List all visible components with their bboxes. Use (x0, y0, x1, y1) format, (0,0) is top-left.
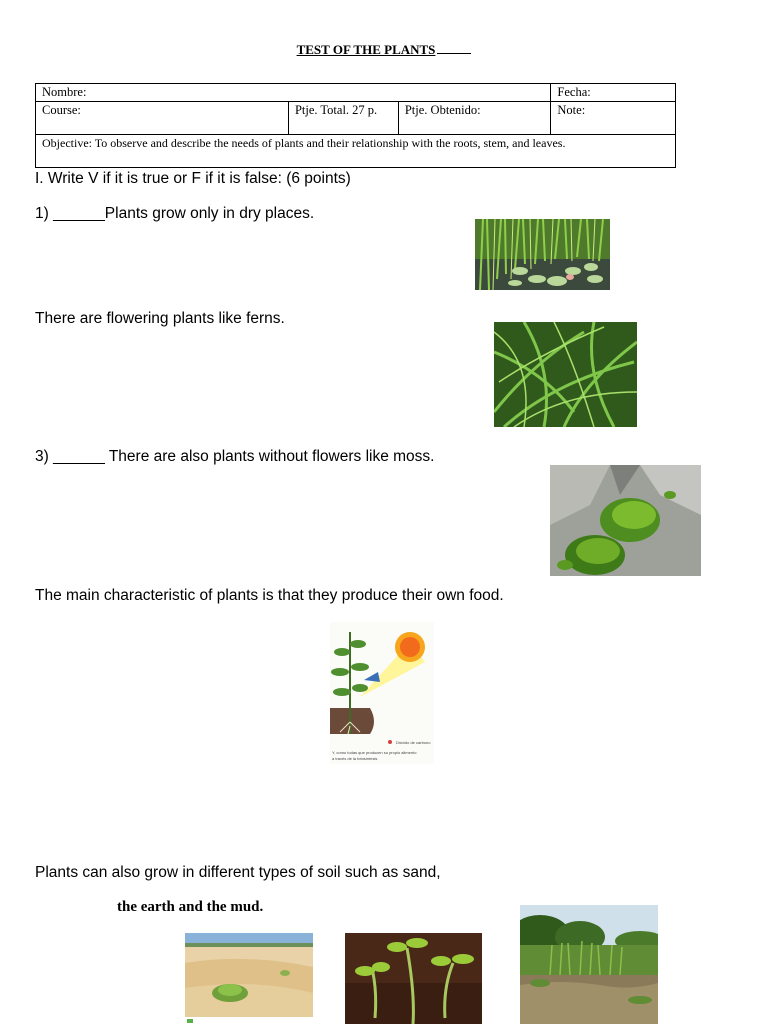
section-heading: I. Write V if it is true or F if it is false: (6 points) (35, 170, 351, 187)
question-2: There are flowering plants like ferns. (35, 310, 285, 327)
illustration-caption-1: Y, como todas que producen su propio alimento (332, 750, 417, 755)
question-4: The main characteristic of plants is that they produce their own food. (35, 587, 504, 604)
sand-desert-photo (185, 933, 313, 1024)
fern-photo (494, 322, 637, 427)
student-info-table (35, 83, 676, 168)
pond-plants-photo (475, 219, 610, 290)
moss-photo (550, 465, 701, 576)
nombre-cell[interactable]: Nombre: (36, 84, 551, 102)
question-5-continuation: the earth and the mud. (117, 899, 264, 915)
question-5: Plants can also grow in different types of soil such as sand, (35, 864, 441, 881)
ptje-total-cell: Ptje. Total. 27 p. (288, 102, 398, 135)
question-1: 1) ______Plants grow only in dry places. (35, 205, 315, 222)
photosynthesis-illustration (330, 622, 434, 764)
mud-wetland-photo (520, 905, 658, 1024)
illustration-label: Dióxido de carbono (396, 740, 431, 745)
illustration-caption-2: a través de la fotosíntesis (332, 756, 378, 761)
question-3: 3) ______ There are also plants without flowers like moss. (35, 448, 435, 465)
ptje-obtenido-cell[interactable]: Ptje. Obtenido: (398, 102, 551, 135)
note-cell[interactable]: Note: (551, 102, 676, 135)
fecha-cell[interactable]: Fecha: (551, 84, 676, 102)
objective-cell: Objective: To observe and describe the needs of plants and their relationship with the roots, stem, and leaves. (36, 135, 676, 168)
course-cell[interactable]: Course: (36, 102, 289, 135)
earth-sprouts-photo (345, 933, 482, 1024)
page-title: TEST OF THE PLANTS (0, 42, 768, 58)
